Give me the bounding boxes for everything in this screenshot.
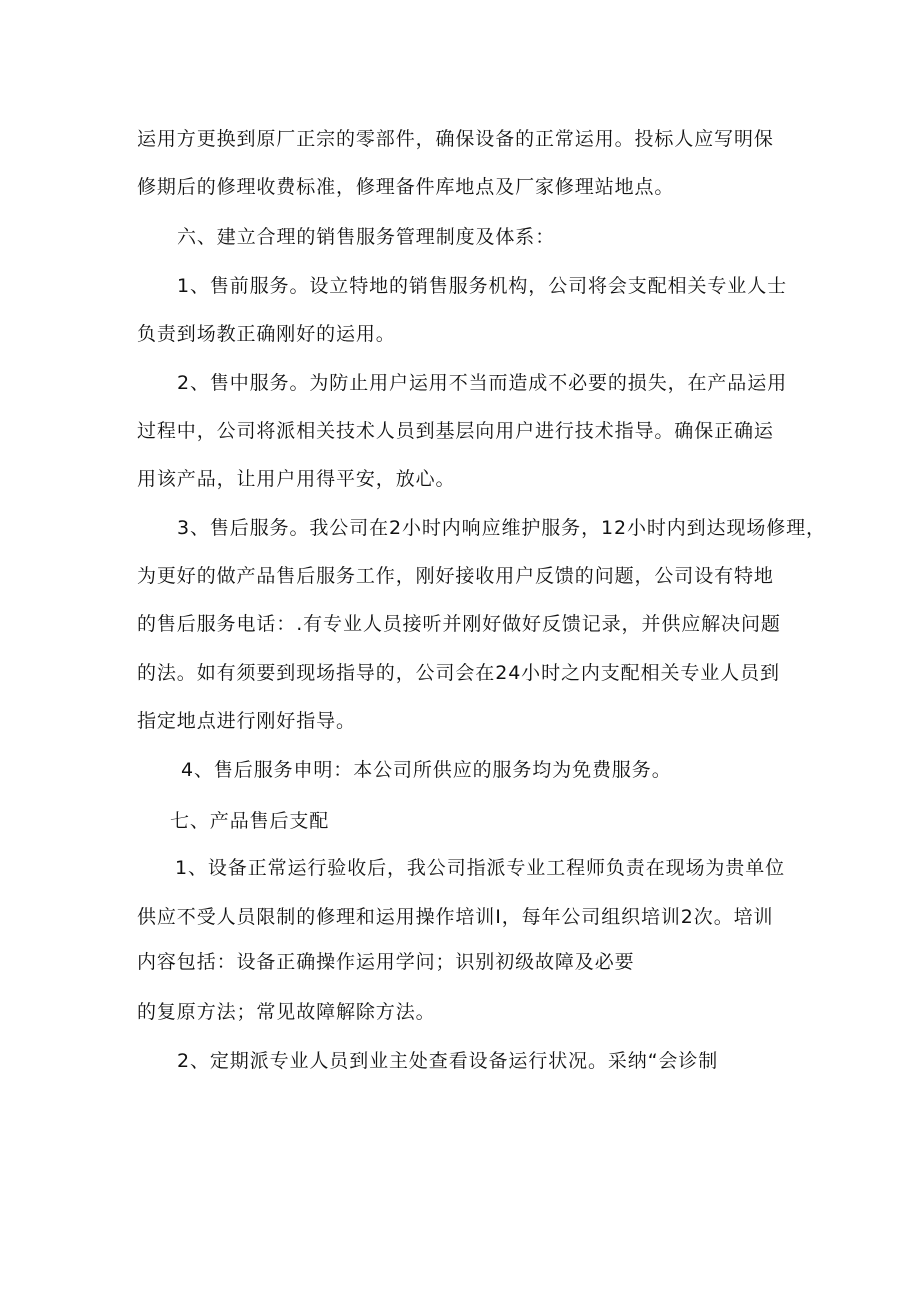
text-line: 2、售中服务。为防止用户运用不当而造成不必要的损失，在产品运用 [177, 372, 787, 394]
text-line: 的售后服务电话：.有专业人员接听并刚好做好反馈记录，并供应解决问题 [137, 613, 781, 635]
text-line: 修期后的修理收费标准，修理备件库地点及厂家修理站地点。 [137, 176, 675, 198]
text-line: 运用方更换到原厂正宗的零部件，确保设备的正常运用。投标人应写明保 [137, 128, 774, 150]
text-line: 负责到场教正确刚好的运用。 [137, 323, 396, 345]
text-line: 用该产品，让用户用得平安，放心。 [137, 468, 456, 490]
text-line: 3、售后服务。我公司在2小时内响应维护服务，12小时内到达现场修理， [177, 517, 826, 539]
text-line: 过程中，公司将派相关技术人员到基层向用户进行技术指导。确保正确运 [137, 420, 774, 442]
text-line: 的法。如有须要到现场指导的，公司会在24小时之内支配相关专业人员到 [137, 662, 780, 684]
text-line: 指定地点进行刚好指导。 [137, 710, 356, 732]
text-line: 为更好的做产品售后服务工作，刚好接收用户反馈的问题，公司设有特地 [137, 565, 774, 587]
text-line: 4、售后服务申明：本公司所供应的服务均为免费服务。 [181, 759, 672, 781]
text-line: 1、设备正常运行验收后，我公司指派专业工程师负责在现场为贵单位 [175, 857, 785, 879]
text-line: 2、定期派专业人员到业主处查看设备运行状况。采纳“会诊制 [177, 1050, 719, 1072]
text-line: 供应不受人员限制的修理和运用操作培训I，每年公司组织培训2次。培训 [137, 906, 774, 928]
section-heading: 六、建立合理的销售服务管理制度及体系： [177, 226, 556, 248]
text-line: 内容包括：设备正确操作运用学问；识别初级故障及必要 [137, 951, 635, 973]
text-line: 1、售前服务。设立特地的销售服务机构，公司将会支配相关专业人士 [177, 275, 787, 297]
section-heading: 七、产品售后支配 [170, 810, 330, 832]
text-line: 的复原方法；常见故障解除方法。 [137, 1001, 436, 1023]
